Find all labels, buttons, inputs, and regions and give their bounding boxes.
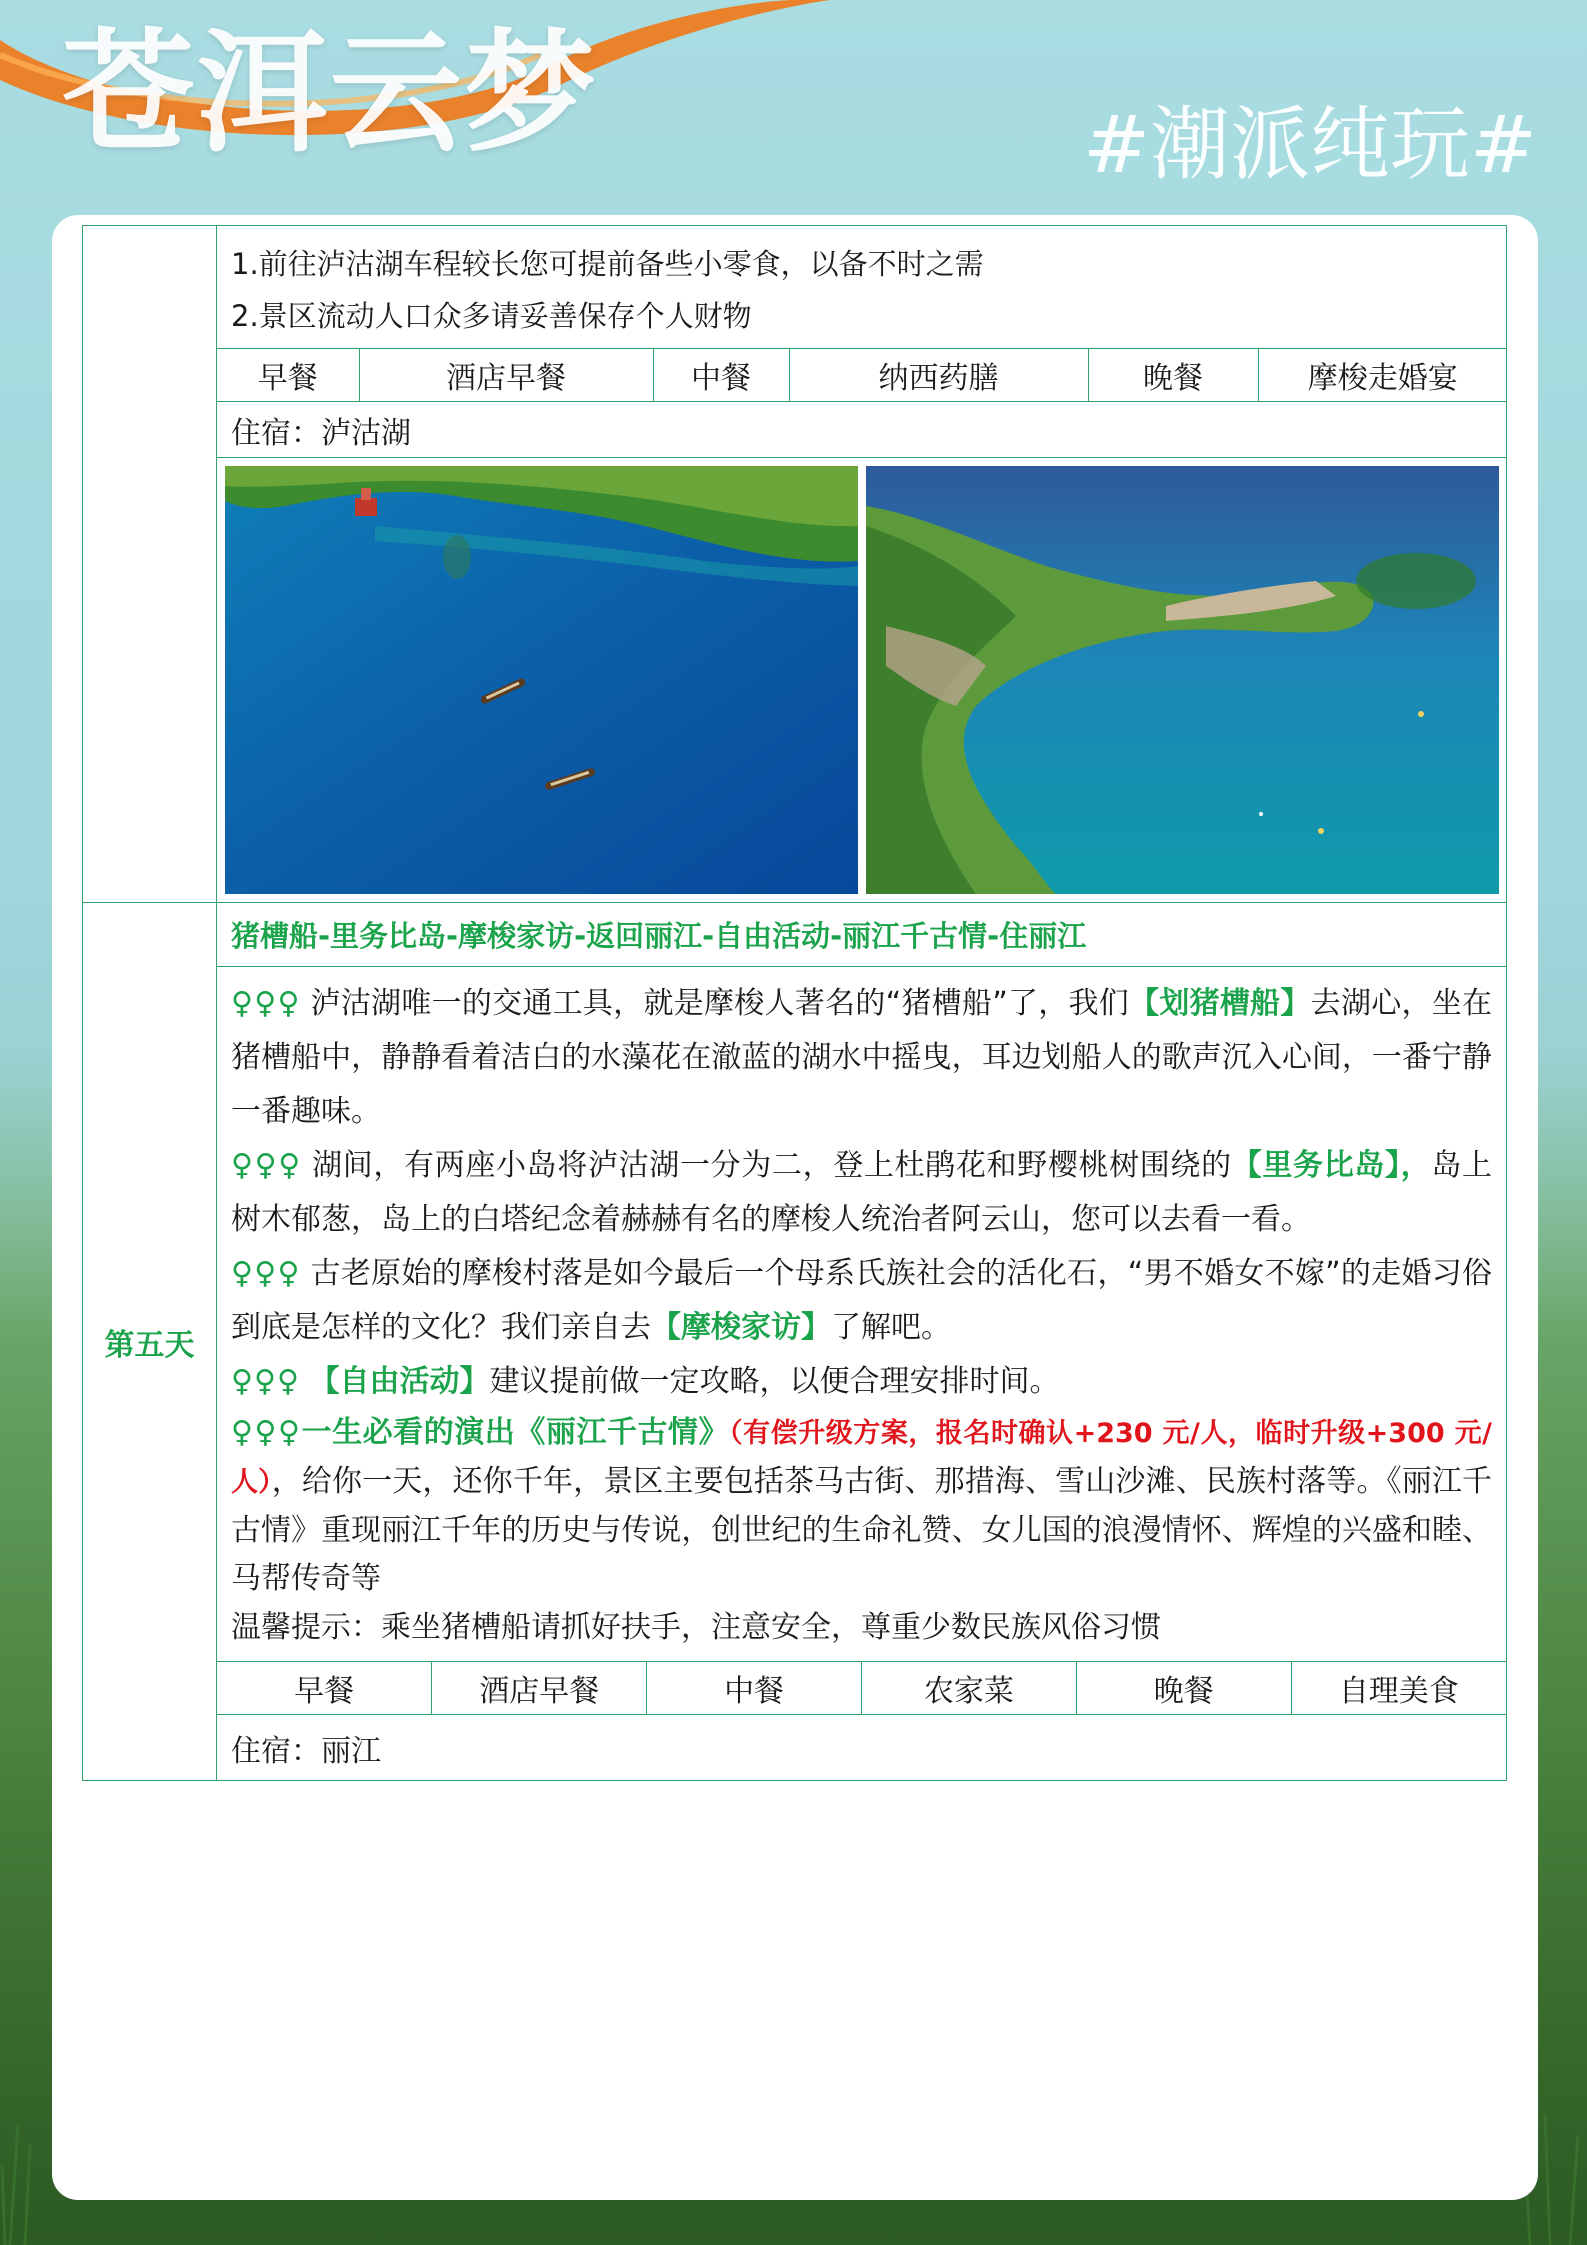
brand-title: 苍洱云梦 — [62, 16, 598, 171]
highlight: 一生必看的演出《丽江千古情》 — [301, 1415, 730, 1450]
meal-value: 纳西药膳 — [789, 349, 1088, 401]
female-symbol-icon: ♀♀♀ — [231, 1256, 301, 1291]
day4-label-cell — [83, 226, 217, 903]
highlight: 【里务比岛】， — [1231, 1148, 1432, 1183]
stay-text: 住宿：泸沽湖 — [217, 402, 1507, 458]
day5-title: 猪槽船-里务比岛-摩梭家访-返回丽江-自由活动-丽江千古情-住丽江 — [217, 903, 1507, 967]
page-header — [0, 0, 1587, 215]
hashtag-slogan: #潮派纯玩# — [1082, 98, 1537, 191]
itinerary-table — [82, 225, 1507, 1781]
female-symbol-icon: ♀♀♀ — [231, 1415, 302, 1450]
day-label: 第五天 — [83, 903, 217, 1781]
stay-text: 住宿：丽江 — [217, 1715, 1507, 1781]
female-symbol-icon: ♀♀♀ — [231, 986, 301, 1021]
meal-label: 中餐 — [653, 349, 789, 401]
lake-boats-photo — [225, 466, 858, 894]
meal-value: 农家菜 — [861, 1662, 1076, 1714]
upgrade-price-note: （有偿升级方案，报名时确认+230 元/人，临时升级+300 元/人） — [231, 1418, 1493, 1498]
day4-meals-row — [83, 349, 1507, 402]
meal-table — [217, 1662, 1506, 1714]
meal-label: 早餐 — [257, 361, 318, 396]
meal-label: 早餐 — [294, 1674, 355, 1709]
day4-tips-row — [83, 226, 1507, 349]
day4-photos-row — [83, 458, 1507, 903]
day5-content-row — [83, 967, 1507, 1662]
day5-meals-row — [83, 1662, 1507, 1715]
meal-value: 自理美食 — [1291, 1662, 1506, 1714]
paragraph: ♀♀♀ 古老原始的摩梭村落是如今最后一个母系氏族社会的活化石，“男不婚女不嫁”的走婚习俗到底是怎样的文化？我们亲自去【摩梭家访】了解吧。 — [231, 1256, 1492, 1345]
meal-table — [217, 349, 1507, 401]
day4-tips — [217, 226, 1507, 349]
meal-value: 酒店早餐 — [359, 349, 653, 401]
highlight: 【划猪槽船】 — [1129, 986, 1311, 1021]
paragraph: ♀♀♀ 【自由活动】建议提前做一定攻略，以便合理安排时间。 — [231, 1364, 1060, 1399]
paragraph: ♀♀♀ 泸沽湖唯一的交通工具，就是摩梭人著名的“猪槽船”了，我们【划猪槽船】去湖心，坐在猪槽船中，静静看着洁白的水藻花在澈蓝的湖水中摇曳，耳边划船人的歌声沉入心间，一番宁静一番趣味。 — [231, 986, 1493, 1129]
day5-stay-row — [83, 1715, 1507, 1781]
day5-title-row — [83, 903, 1507, 967]
meal-label: 晚餐 — [1088, 349, 1258, 401]
meal-value: 摩梭走婚宴 — [1258, 349, 1507, 401]
day5-content — [217, 967, 1507, 1662]
meal-label: 晚餐 — [1076, 1662, 1291, 1714]
day4-stay-row — [83, 402, 1507, 458]
female-symbol-icon: ♀♀♀ — [231, 1148, 302, 1183]
lake-island-photo — [866, 466, 1499, 894]
warm-tip: 温馨提示：乘坐猪槽船请抓好扶手，注意安全，尊重少数民族风俗习惯 — [231, 1610, 1161, 1645]
female-symbol-icon: ♀♀♀ — [231, 1364, 300, 1399]
meal-label: 中餐 — [647, 1662, 862, 1714]
tip-line: 1.前往泸沽湖车程较长您可提前备些小零食，以备不时之需 — [231, 247, 984, 281]
paragraph: ♀♀♀ 湖间，有两座小岛将泸沽湖一分为二，登上杜鹃花和野樱桃树围绕的【里务比岛】，岛上树木郁葱，岛上的白塔纪念着赫赫有名的摩梭人统治者阿云山，您可以去看一看。 — [231, 1148, 1492, 1237]
highlight: 【摩梭家访】 — [651, 1310, 831, 1345]
tip-line: 2.景区流动人口众多请妥善保存个人财物 — [231, 299, 752, 333]
paragraph: ♀♀♀一生必看的演出《丽江千古情》（有偿升级方案，报名时确认+230 元/人，临时升级+300 元/人），给你一天，还你千年，景区主要包括茶马古街、那措海、雪山沙滩、民族村落等。《丽江千古情》重现丽江千年的历史与传说，创世纪的生命礼赞、女儿国的浪漫情怀、辉煌的兴盛和睦、马帮传奇等 — [231, 1415, 1493, 1596]
photo-gallery — [225, 466, 1500, 894]
highlight: 【自由活动】 — [309, 1364, 490, 1399]
meal-value: 酒店早餐 — [432, 1662, 647, 1714]
